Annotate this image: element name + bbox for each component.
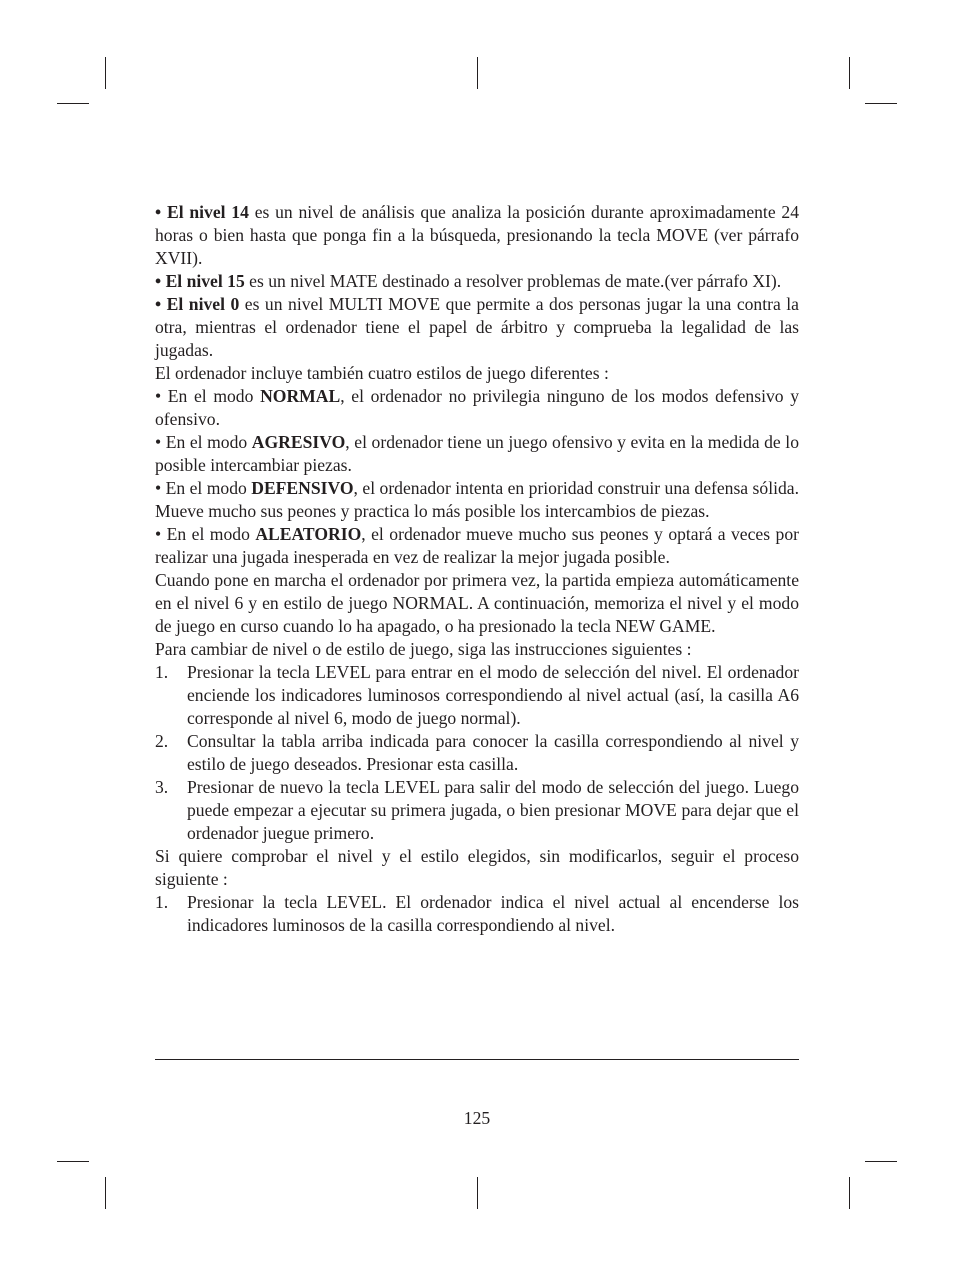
crop-mark [849,57,850,89]
crop-mark [477,57,478,89]
crop-mark [105,57,106,89]
list-number: 3. [155,777,169,797]
mode-agresivo-paragraph [155,431,799,477]
page-number: 125 [463,1108,491,1128]
list-number: 1. [155,662,169,682]
mode-prefix: • En el modo [155,432,252,452]
level-14-text: es un nivel de análisis que analiza la posición durante aproximadamente 24 horas o bien hasta que ponga fin a la búsqueda, presionando la tecla MOVE (ver párrafo XVII). [155,202,800,268]
mode-prefix: • En el modo [155,386,261,406]
mode-normal-term: NORMAL [260,386,341,406]
mode-normal-paragraph [155,385,799,431]
list-item [155,891,799,937]
list-item-text: Presionar la tecla LEVEL. El ordenador indica el nivel actual al encenderse los indicadores luminosos de la casilla correspondiendo al nivel. [187,892,799,935]
level-14-term: El nivel 14 [166,202,249,222]
crop-mark [849,1177,850,1209]
crop-mark [57,103,89,104]
level-0-paragraph [155,293,799,362]
bullet-label: • [155,294,167,314]
first-start-paragraph: Cuando pone en marcha el ordenador por primera vez, la partida empieza automáticamente en el nivel 6 y en estilo de juego NORMAL. A continuación, memoriza el nivel y el modo de juego en curso cuando lo ha apagado, o ha presionado la tecla NEW GAME. [155,570,799,636]
level-15-term: El nivel 15 [165,271,245,291]
crop-mark [865,1161,897,1162]
list-item-text: Consultar la tabla arriba indicada para conocer la casilla correspondiendo al nivel y estilo de juego deseados. Presionar esta casilla. [187,731,799,774]
mode-prefix: • En el modo [155,524,256,544]
mode-aleatorio-paragraph [155,523,799,569]
crop-mark [57,1161,89,1162]
crop-mark [105,1177,106,1209]
crop-mark [477,1177,478,1209]
mode-normal-text: , el ordenador no privilegia ninguno de los modos defensivo y ofensivo. [155,386,800,429]
change-intro: Para cambiar de nivel o de estilo de juego, siga las instrucciones siguientes : [155,639,692,659]
list-item [155,661,799,730]
check-steps-list [155,891,799,937]
list-item-text: Presionar la tecla LEVEL para entrar en el modo de selección del nivel. El ordenador enciende los indicadores luminosos correspondiendo al nivel actual (así, la casilla A6 corresponde al nivel 6, modo de juego normal). [187,662,799,728]
mode-aleatorio-text: , el ordenador mueve mucho sus peones y optará a veces por realizar una jugada inesperada en vez de realizar la mejor jugada posible. [155,524,800,567]
mode-defensivo-paragraph [155,477,799,523]
bullet-label: • [155,202,167,222]
mode-agresivo-term: AGRESIVO [251,432,346,452]
list-number: 2. [155,731,169,751]
mode-aleatorio-term: ALEATORIO [255,524,362,544]
styles-intro: El ordenador incluye también cuatro estilos de juego diferentes : [155,363,609,383]
crop-mark [865,103,897,104]
list-item-text: Presionar de nuevo la tecla LEVEL para salir del modo de selección del juego. Luego puede empezar a ejecutar su primera jugada, o bien presionar MOVE para dejar que el ordenador juegue primero. [187,777,799,843]
bullet-label: • [155,271,166,291]
footer-rule [155,1059,799,1060]
mode-agresivo-text: , el ordenador tiene un juego ofensivo y evita en la medida de lo posible intercambiar piezas. [155,432,799,475]
list-number: 1. [155,892,169,912]
list-item [155,730,799,776]
level-0-term: El nivel 0 [166,294,240,314]
level-0-text: es un nivel MULTI MOVE que permite a dos personas jugar la una contra la otra, mientras el ordenador tiene el papel de árbitro y comprueba la legalidad de las jugadas. [155,294,799,360]
mode-defensivo-text: , el ordenador intenta en prioridad construir una defensa sólida. Mueve mucho sus peones y practica lo más posible los intercambios de piezas. [155,478,799,521]
level-15-paragraph [155,270,799,293]
list-item [155,776,799,845]
check-intro: Si quiere comprobar el nivel y el estilo elegidos, sin modificarlos, seguir el proceso siguiente : [155,846,799,889]
mode-prefix: • En el modo [155,478,252,498]
level-14-paragraph [155,201,799,270]
change-steps-list [155,661,799,845]
level-15-text: es un nivel MATE destinado a resolver problemas de mate.(ver párrafo XI). [244,271,782,291]
page-body [155,201,799,937]
mode-defensivo-term: DEFENSIVO [251,478,354,498]
